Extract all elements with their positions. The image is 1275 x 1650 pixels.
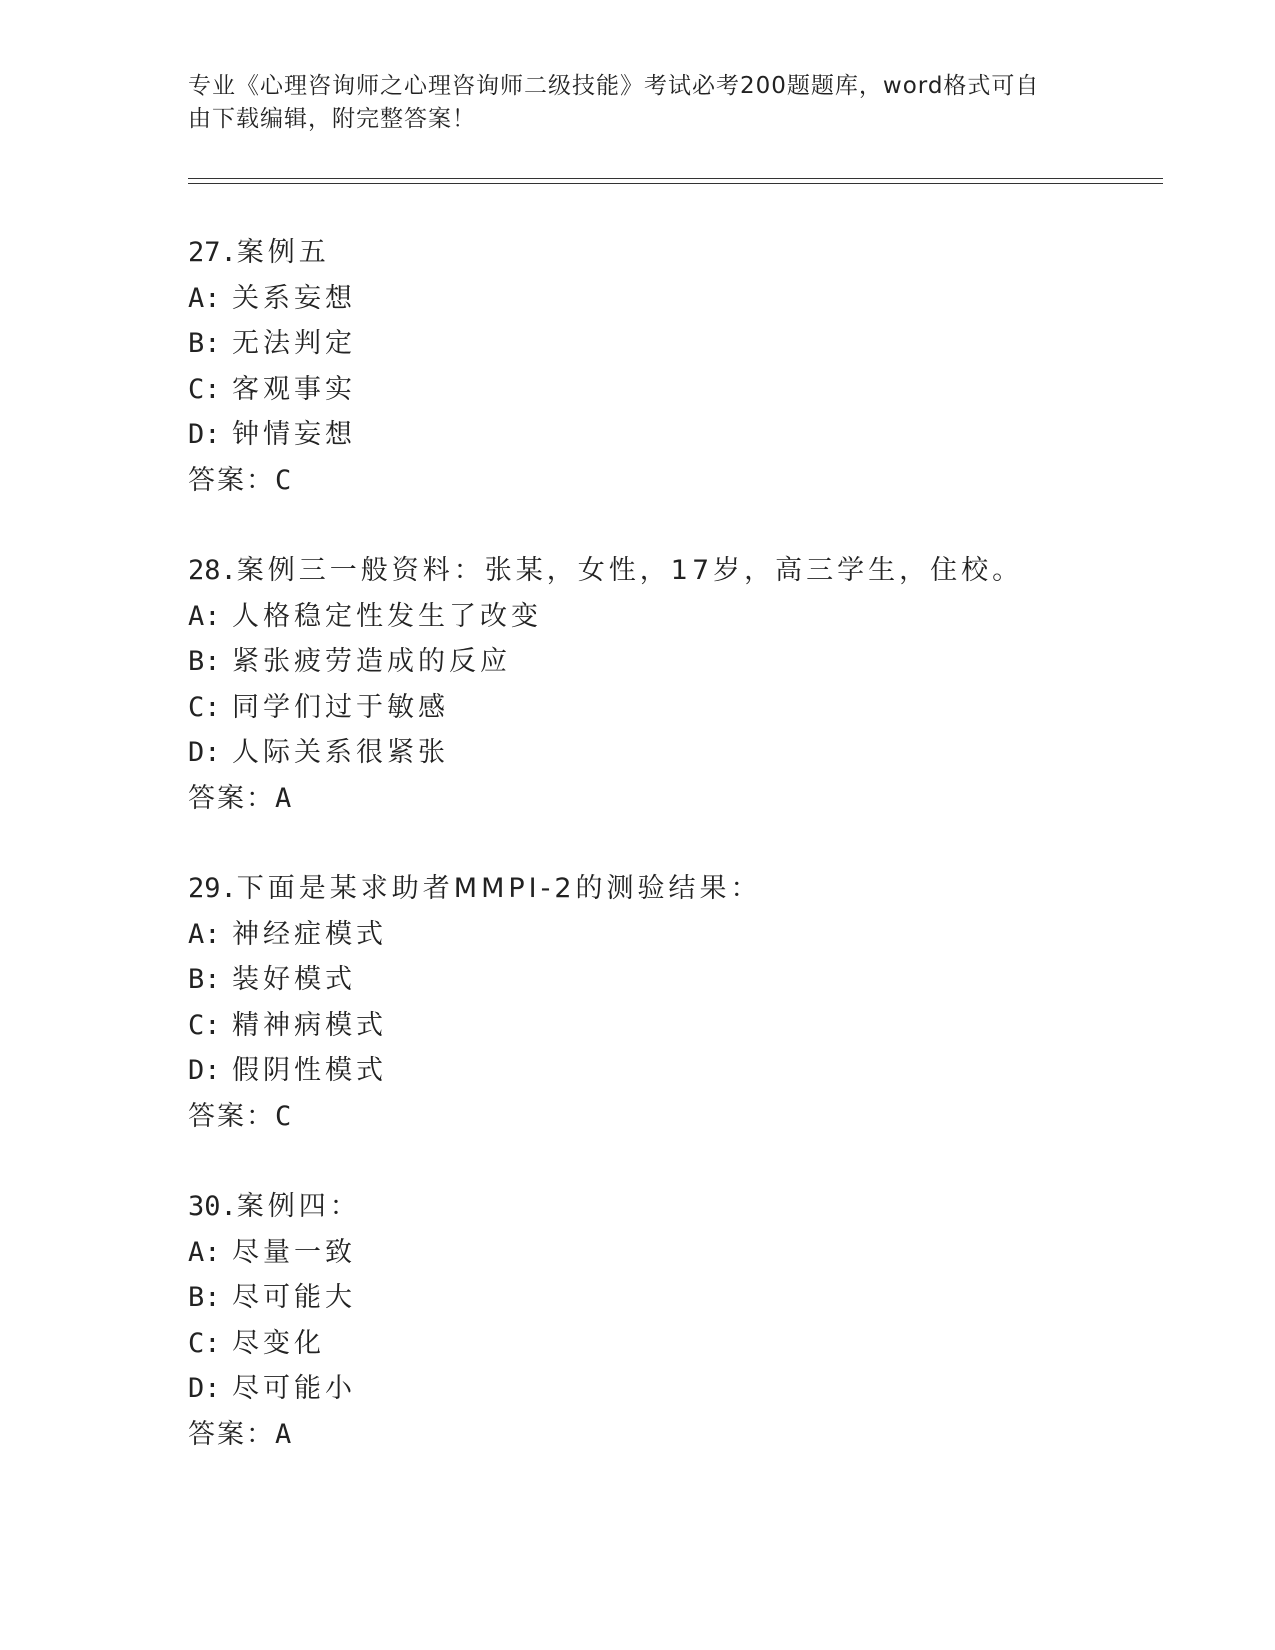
header-double-rule bbox=[188, 178, 1163, 184]
option-c bbox=[188, 1321, 1088, 1367]
option-b bbox=[188, 957, 1088, 1003]
question-stem bbox=[188, 230, 1088, 276]
option-letter: B: bbox=[188, 1282, 221, 1313]
question-text: 下面是某求助者MMPI-2的测验结果： bbox=[236, 873, 762, 904]
option-a bbox=[188, 276, 1088, 322]
question-27 bbox=[188, 230, 1088, 503]
header-line-2: 由下载编辑，附完整答案！ bbox=[188, 106, 476, 132]
question-30 bbox=[188, 1184, 1088, 1457]
option-text: 无法判定 bbox=[232, 328, 356, 359]
question-text: 案例四： bbox=[236, 1191, 361, 1222]
document-header bbox=[188, 70, 1068, 136]
option-text: 假阴性模式 bbox=[232, 1055, 387, 1086]
option-letter: D: bbox=[188, 419, 221, 450]
option-d bbox=[188, 1366, 1088, 1412]
option-b bbox=[188, 639, 1088, 685]
option-text: 关系妄想 bbox=[232, 282, 356, 314]
option-text: 尽可能小 bbox=[232, 1373, 356, 1404]
option-letter: C: bbox=[188, 1009, 221, 1041]
question-29 bbox=[188, 866, 1088, 1139]
option-text: 尽可能大 bbox=[232, 1282, 356, 1313]
option-letter: A: bbox=[188, 918, 221, 950]
answer-label: 答案： bbox=[188, 464, 275, 496]
answer-line bbox=[188, 1094, 1088, 1140]
header-line-1: 专业《心理咨询师之心理咨询师二级技能》考试必考200题题库，word格式可自 bbox=[188, 73, 1040, 99]
question-text: 案例五 bbox=[236, 237, 330, 268]
question-stem bbox=[188, 548, 1088, 594]
option-letter: D: bbox=[188, 1373, 221, 1404]
option-d bbox=[188, 412, 1088, 458]
option-b bbox=[188, 1275, 1088, 1321]
option-letter: D: bbox=[188, 737, 221, 768]
option-text: 尽量一致 bbox=[232, 1236, 356, 1268]
option-c bbox=[188, 1003, 1088, 1049]
answer-label: 答案： bbox=[188, 1418, 275, 1450]
question-stem bbox=[188, 1184, 1088, 1230]
answer-label: 答案： bbox=[188, 782, 275, 814]
option-d bbox=[188, 730, 1088, 776]
option-text: 客观事实 bbox=[232, 373, 356, 405]
question-number: 30. bbox=[188, 1191, 237, 1222]
option-text: 装好模式 bbox=[232, 964, 356, 995]
option-letter: B: bbox=[188, 646, 221, 677]
option-letter: A: bbox=[188, 600, 221, 632]
option-letter: C: bbox=[188, 691, 221, 723]
option-d bbox=[188, 1048, 1088, 1094]
option-a bbox=[188, 594, 1088, 640]
answer-value: C bbox=[275, 1100, 294, 1132]
option-letter: A: bbox=[188, 282, 221, 314]
option-text: 精神病模式 bbox=[232, 1009, 387, 1041]
option-letter: D: bbox=[188, 1055, 221, 1086]
option-letter: C: bbox=[188, 1327, 221, 1359]
option-a bbox=[188, 912, 1088, 958]
option-b bbox=[188, 321, 1088, 367]
answer-line bbox=[188, 458, 1088, 504]
question-text: 案例三一般资料：张某，女性，17岁，高三学生，住校。 bbox=[236, 555, 1024, 586]
option-text: 人际关系很紧张 bbox=[232, 737, 449, 768]
option-letter: B: bbox=[188, 328, 221, 359]
option-letter: A: bbox=[188, 1236, 221, 1268]
option-text: 人格稳定性发生了改变 bbox=[232, 600, 542, 632]
answer-line bbox=[188, 1412, 1088, 1458]
question-number: 29. bbox=[188, 873, 237, 904]
option-text: 神经症模式 bbox=[232, 918, 387, 950]
question-stem bbox=[188, 866, 1088, 912]
option-text: 紧张疲劳造成的反应 bbox=[232, 646, 511, 677]
option-letter: B: bbox=[188, 964, 221, 995]
question-number: 27. bbox=[188, 237, 237, 268]
option-c bbox=[188, 685, 1088, 731]
option-text: 尽变化 bbox=[232, 1327, 325, 1359]
answer-value: A bbox=[275, 1418, 294, 1450]
option-text: 钟情妄想 bbox=[232, 419, 356, 450]
question-number: 28. bbox=[188, 555, 237, 586]
option-text: 同学们过于敏感 bbox=[232, 691, 449, 723]
answer-value: A bbox=[275, 782, 294, 814]
question-28 bbox=[188, 548, 1088, 821]
answer-label: 答案： bbox=[188, 1100, 275, 1132]
option-c bbox=[188, 367, 1088, 413]
option-a bbox=[188, 1230, 1088, 1276]
answer-value: C bbox=[275, 464, 294, 496]
option-letter: C: bbox=[188, 373, 221, 405]
answer-line bbox=[188, 776, 1088, 822]
